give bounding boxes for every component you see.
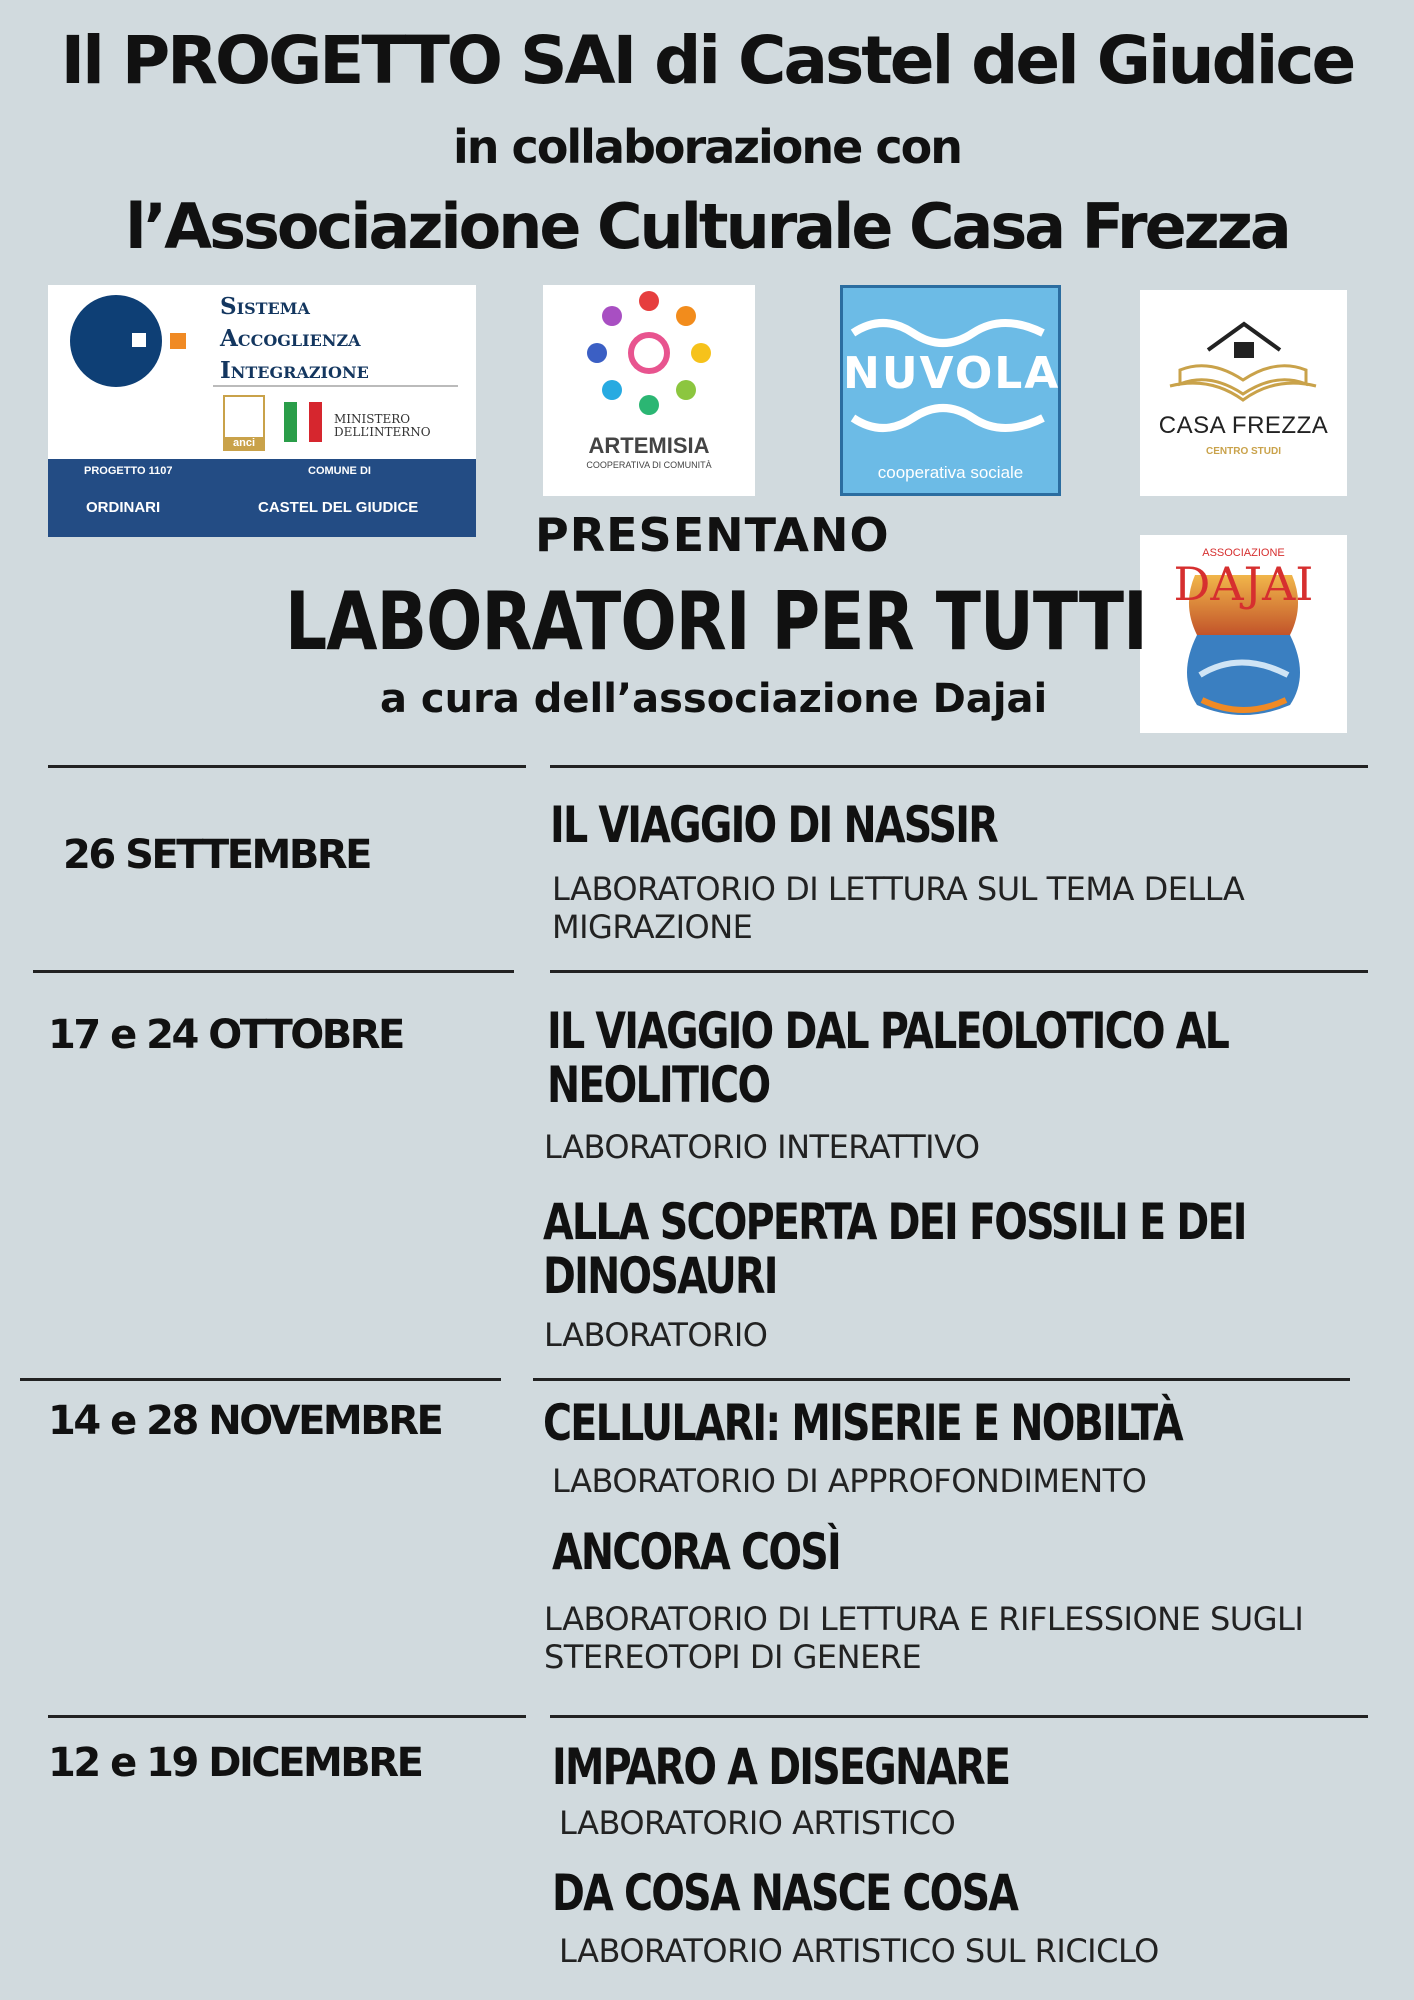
nuvola-logo <box>840 285 1061 496</box>
date-december: 12 e 19 DICEMBRE <box>48 1740 422 1786</box>
date-november: 14 e 28 NOVEMBRE <box>48 1398 442 1444</box>
dajai-logo <box>1140 535 1347 733</box>
event-title: IMPARO A DISEGNARE <box>552 1738 1010 1796</box>
event-title: IL VIAGGIO DAL PALEOLOTICO AL NEOLITICO <box>547 1002 1229 1114</box>
sai-progetto: PROGETTO 1107 <box>84 465 173 477</box>
date-october: 17 e 24 OTTOBRE <box>48 1012 403 1058</box>
header-title: Il PROGETTO SAI di Castel del Giudice <box>60 22 1354 99</box>
sai-word-sistema: Sistema <box>220 293 310 320</box>
artemisia-name: ARTEMISIA <box>588 433 710 458</box>
event-subtitle: LABORATORIO ARTISTICO <box>559 1804 956 1842</box>
date-september: 26 SETTEMBRE <box>63 832 370 878</box>
event-subtitle: LABORATORIO INTERATTIVO <box>544 1128 980 1166</box>
sai-word-integrazione: Integrazione <box>220 357 369 384</box>
nuvola-name: NUVOLA <box>843 348 1061 399</box>
casa-frezza-tagline: CENTRO STUDI <box>1206 446 1281 457</box>
event-title: ALLA SCOPERTA DEI FOSSILI E DEI DINOSAURI <box>543 1193 1246 1305</box>
artemisia-logo <box>543 285 755 496</box>
curated-by: a cura dell’associazione Dajai <box>380 676 1048 722</box>
event-subtitle: LABORATORIO DI LETTURA E RIFLESSIONE SUGLI STEREOTOPI DI GENERE <box>544 1600 1304 1676</box>
dajai-top: ASSOCIAZIONE <box>1202 547 1285 559</box>
event-title: CELLULARI: MISERIE E NOBILTÀ <box>543 1394 1182 1452</box>
event-subtitle: LABORATORIO <box>544 1316 768 1354</box>
nuvola-tagline: cooperativa sociale <box>877 463 1024 482</box>
sai-ordinari: ORDINARI <box>86 499 161 516</box>
header-subtitle: in collaborazione con <box>453 120 961 174</box>
event-title: IL VIAGGIO DI NASSIR <box>550 796 997 854</box>
sai-word-accoglienza: Accoglienza <box>220 325 361 352</box>
sai-logo <box>48 285 476 537</box>
header-association: l’Associazione Culturale Casa Frezza <box>125 190 1289 263</box>
dajai-name: DAJAI <box>1173 557 1314 611</box>
event-subtitle: LABORATORIO ARTISTICO SUL RICICLO <box>559 1932 1159 1970</box>
event-subtitle: LABORATORIO DI APPROFONDIMENTO <box>552 1462 1147 1500</box>
sai-comune: CASTEL DEL GIUDICE <box>258 499 419 516</box>
anci-logo: anci <box>223 395 265 451</box>
house-book-icon <box>1140 310 1347 420</box>
casa-frezza-name: CASA FREZZA <box>1158 412 1329 439</box>
artemisia-people-icon <box>543 285 755 425</box>
artemisia-tagline: COOPERATIVA DI COMUNITÀ <box>586 460 712 470</box>
presentano-label: PRESENTANO <box>535 508 890 562</box>
event-title: DA COSA NASCE COSA <box>552 1864 1018 1922</box>
sai-comune-di: COMUNE DI <box>308 465 371 477</box>
event-subtitle: LABORATORIO DI LETTURA SUL TEMA DELLA MIGRAZIONE <box>552 870 1245 946</box>
ministero-label: MINISTERO DELL’INTERNO <box>334 412 431 439</box>
event-title: ANCORA COSÌ <box>552 1523 840 1581</box>
sai-circle-icon <box>70 295 162 387</box>
casa-frezza-logo <box>1140 290 1347 496</box>
main-title: LABORATORI PER TUTTI <box>285 575 1147 668</box>
italian-flag-icon <box>284 402 322 442</box>
